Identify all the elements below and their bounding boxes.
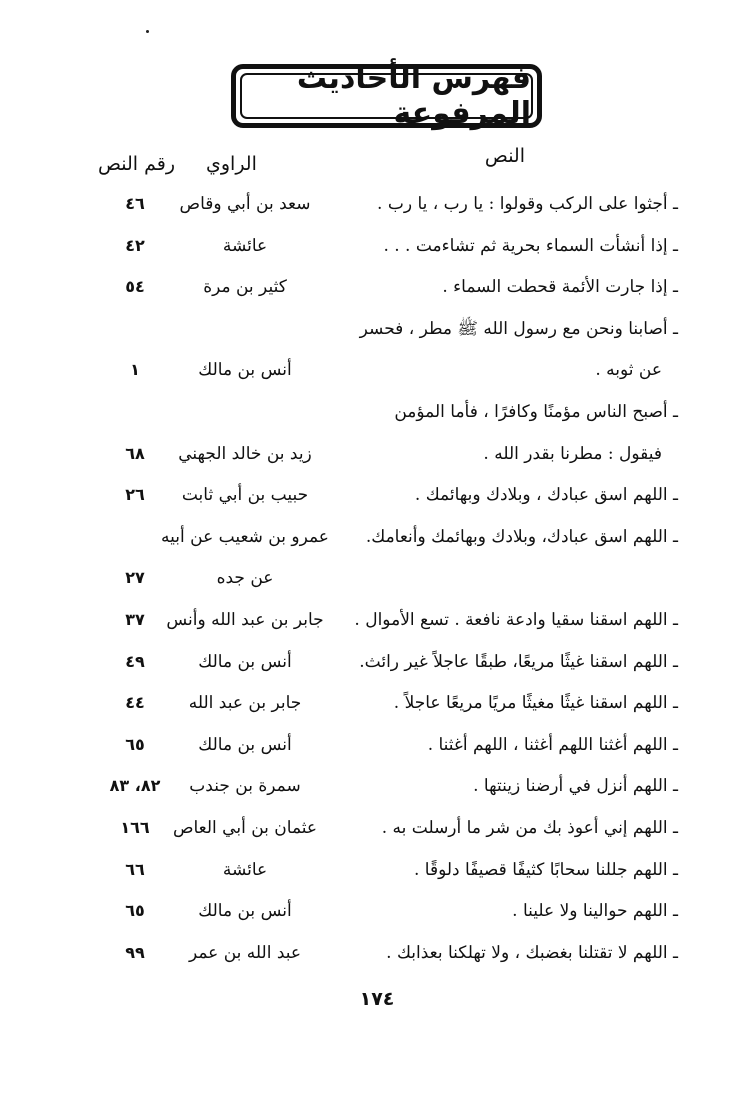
- header-text: النص: [484, 145, 525, 167]
- hadith-text: ـ أجثوا على الركب وقولوا : يا رب ، يا رب .: [377, 194, 678, 214]
- text-number: ٦٥: [125, 901, 145, 920]
- narrator: أنس بن مالك: [198, 901, 292, 921]
- text-number: ٩٩: [125, 943, 145, 962]
- narrator: سعد بن أبي وقاص: [179, 194, 311, 214]
- narrator: سمرة بن جندب: [189, 776, 301, 796]
- hadith-text: ـ اللهم اسقنا غيثًا مريعًا، طبقًا عاجلاً غير رائث.: [359, 652, 678, 672]
- header-number: رقم النص: [98, 153, 176, 175]
- ink-dot: [146, 30, 149, 33]
- hadith-text: ـ اللهم لا تقتلنا بغضبك ، ولا تهلكنا بعذابك .: [386, 943, 678, 963]
- text-number: ٦٨: [125, 444, 145, 463]
- narrator: زيد بن خالد الجهني: [178, 444, 312, 464]
- hadith-text: ـ اللهم أغثنا اللهم أغثنا ، اللهم أغثنا .: [427, 735, 678, 755]
- hadith-text: عن ثوبه .: [595, 360, 662, 380]
- narrator: أنس بن مالك: [198, 652, 292, 672]
- text-number: ٢٧: [125, 568, 145, 587]
- narrator: عائشة: [222, 236, 268, 256]
- title-inner-border: [240, 61, 533, 131]
- page-number: ١٧٤: [359, 988, 395, 1010]
- text-number: ٤٢: [125, 236, 145, 255]
- hadith-text: ـ اللهم جللنا سحابًا كثيفًا قصيفًا دلوقًا .: [413, 860, 678, 880]
- narrator: عبد الله بن عمر: [188, 943, 302, 963]
- narrator: أنس بن مالك: [198, 360, 292, 380]
- text-number: ٦٦: [125, 860, 145, 879]
- text-number: ٢٦: [125, 485, 145, 504]
- narrator: أنس بن مالك: [198, 735, 292, 755]
- title-frame: [231, 61, 542, 131]
- header-narrator: الراوي: [206, 153, 257, 175]
- hadith-text: ـ اللهم إني أعوذ بك من شر ما أرسلت به .: [381, 818, 678, 838]
- hadith-text: ـ اللهم اسق عبادك ، وبلادك وبهائمك .: [414, 485, 678, 505]
- text-number: ٤٩: [125, 652, 145, 671]
- hadith-text: فيقول : مطرنا بقدر الله .: [483, 444, 662, 464]
- text-number: ١: [130, 360, 140, 379]
- narrator: عمرو بن شعيب عن أبيه: [161, 527, 329, 547]
- narrator: حبيب بن أبي ثابت: [181, 485, 309, 505]
- hadith-text: ـ اللهم اسقنا غيثًا مغيثًا مريًا مريعًا عاجلاً .: [393, 693, 678, 713]
- narrator: عثمان بن أبي العاص: [172, 818, 318, 838]
- text-number: ٤٦: [125, 194, 145, 213]
- hadith-text: ـ اللهم اسق عبادك، وبلادك وبهائمك وأنعامك.: [365, 527, 678, 547]
- text-number: ٥٤: [125, 277, 145, 296]
- hadith-text: ـ اللهم حوالينا ولا علينا .: [512, 901, 678, 921]
- hadith-text: ـ أصابنا ونحن مع رسول الله ﷺ مطر ، فحسر: [359, 319, 678, 339]
- text-number: ١٦٦: [120, 818, 150, 837]
- hadith-text: ـ اللهم اسقنا سقيا وادعة نافعة . تسع الأموال .: [354, 610, 678, 630]
- text-number: ٨٢، ٨٣: [109, 776, 161, 795]
- text-number: ٣٧: [125, 610, 145, 629]
- page-title: فهرس الأحاديث المرفوعة: [296, 61, 531, 131]
- narrator: جابر بن عبد الله وأنس: [166, 610, 324, 630]
- hadith-text: ـ إذا أنشأت السماء بحرية ثم تشاءمت . . .: [383, 236, 678, 256]
- narrator: كثير بن مرة: [203, 277, 287, 297]
- text-number: ٦٥: [125, 735, 145, 754]
- narrator: عائشة: [222, 860, 268, 880]
- text-number: ٤٤: [125, 693, 145, 712]
- hadith-text: ـ أصبح الناس مؤمنًا وكافرًا ، فأما المؤمن: [394, 402, 678, 422]
- narrator: جابر بن عبد الله: [188, 693, 302, 713]
- hadith-text: ـ اللهم أنزل في أرضنا زينتها .: [473, 776, 678, 796]
- narrator: عن جده: [216, 568, 274, 588]
- hadith-text: ـ إذا جارت الأئمة قحطت السماء .: [442, 277, 678, 297]
